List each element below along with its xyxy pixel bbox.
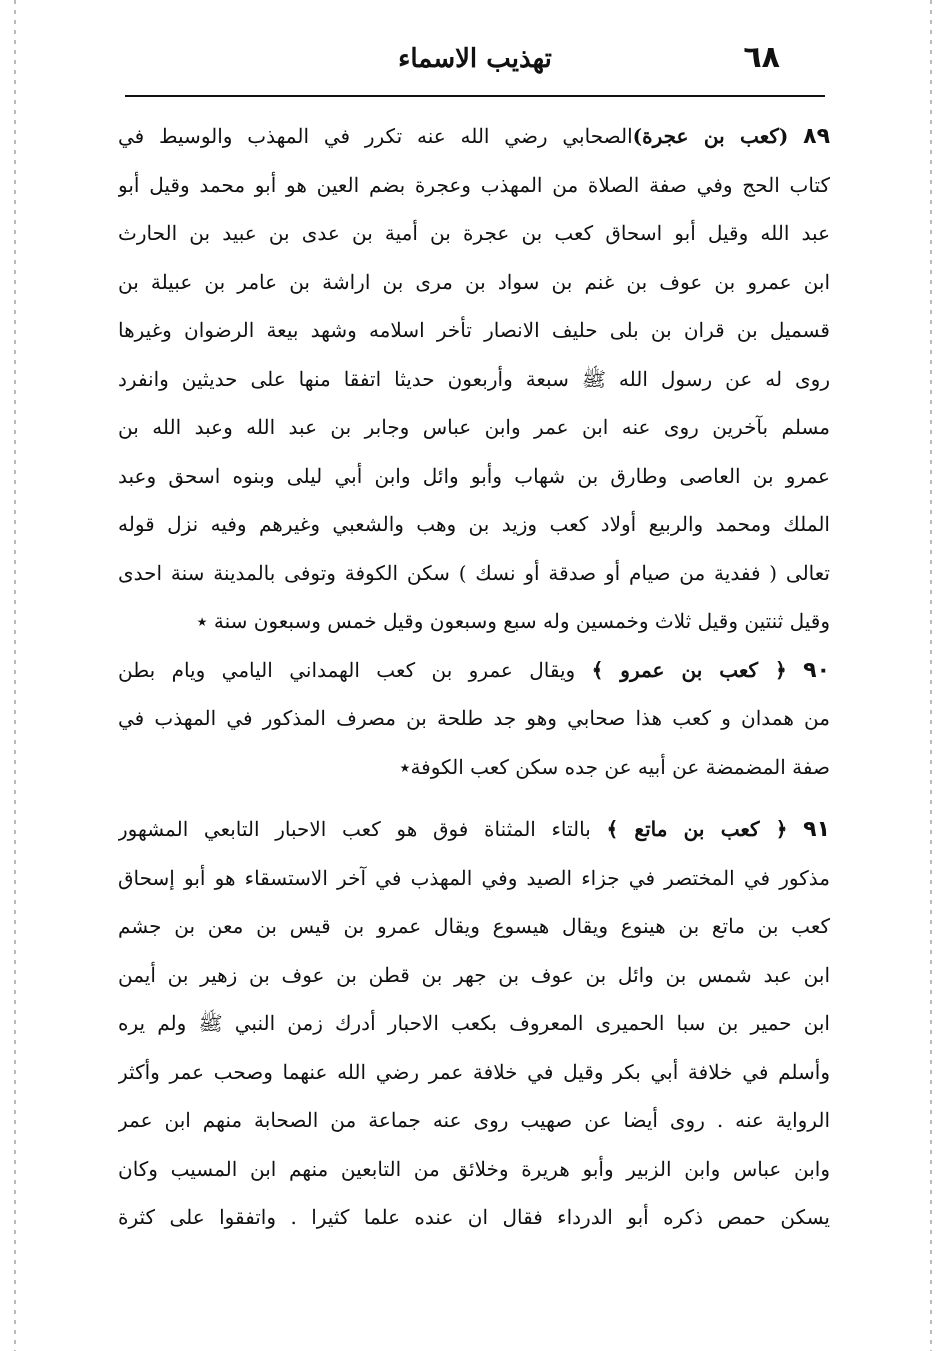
entry-number: ٩١ [803,817,830,842]
scan-margin-right [930,0,932,1351]
entry-number: ٨٩ [803,124,830,149]
text-line: صفة المضمضة عن أبيه عن جده سكن كعب الكوفة٭ [399,754,830,779]
text-line: الرواية عنه . روى أيضا عن صهيب روى عنه جماعة من الصحابة منهم ابن عمر [118,1108,830,1132]
text-line: ابن عمرو بن عوف بن غنم بن سواد بن مرى بن اراشة بن عامر بن عبيلة بن [118,269,830,294]
text-line: ابن عبد شمس بن وائل بن عوف بن جهر بن قطن بن عوف بن زهير بن أيمن [118,962,830,987]
text-line: ابن حمير بن سبا الحميرى المعروف بكعب الاحبار أدرك زمن النبي ﷺ ولم يره [118,1011,830,1035]
text-line: يسكن حمص ذكره أبو الدرداء فقال ان عنده علما كثيرا . واتفقوا على كثرة [118,1205,830,1229]
entry-number: ٩٠ [803,657,830,683]
text-line: وقيل ثنتين وقيل ثلاث وخمسين وله سبع وسبعون وقيل خمس وسبعون سنة ٭ [196,609,830,633]
header-rule [125,95,825,97]
paragraph-gap [118,791,830,805]
text-line: عمرو بن العاصى وطارق بن شهاب وأبو وائل وابن أبي ليلى وبنوه اسحق وعبد [118,463,830,488]
text-line: قسميل بن قران بن بلى حليف الانصار تأخر اسلامه وشهد بيعة الرضوان وغيرها [118,318,830,342]
page-header [130,40,820,90]
text-line: تعالى ( ففدية من صيام أو صدقة أو نسك ) سكن الكوفة وتوفى بالمدينة سنة احدى [118,560,830,585]
text-line: كتاب الحج وفي صفة الصلاة من المهذب وعجرة بضم العين هو أبو محمد وقيل أبو [118,172,830,197]
page-number: ٦٨ [743,40,780,75]
text-line [118,805,830,854]
text-line: عبد الله وقيل أبو اسحاق كعب بن عجرة بن أمية بن عدى بن عبيد بن الحارث [118,221,830,245]
text-line: وابن عباس وابن الزبير وأبو هريرة وخلائق من التابعين منهم ابن المسيب وكان [118,1156,830,1181]
text-line [118,646,830,695]
page-body [118,112,830,1242]
text-line: كعب بن ماتع بن هينوع ويقال هيسوع ويقال عمرو بن قيس بن معن بن جشم [118,914,830,938]
text-line: الملك ومحمد والربيع أولاد كعب وزيد بن وهب والشعبي وغيرهم وفيه نزل قوله [118,512,830,536]
entry-name: (كعب بن عجرة) [632,124,789,148]
line-text: الصحابي رضي الله عنه تكرر في المهذب والوسيط في [118,124,633,148]
running-title: تهذيب الاسماء [398,44,552,74]
text-line [118,112,830,161]
text-line: روى له عن رسول الله ﷺ سبعة وأربعون حديثا اتفقا منها على حديثين وانفرد [118,366,830,391]
line-text: ويقال عمرو بن كعب الهمداني اليامي ويام بطن [118,657,576,682]
text-line: وأسلم في خلافة أبي بكر وقيل في خلافة عمر رضي الله عنهما وصحب عمر وأكثر [118,1059,830,1084]
line-text: بالتاء المثناة فوق هو كعب الاحبار التابعي المشهور [118,817,591,841]
scan-margin-left [14,0,16,1351]
entry-name: ﴿ كعب بن عمرو ﴾ [591,657,787,682]
entry-name: ﴿ كعب بن ماتع ﴾ [606,817,788,841]
text-line: من همدان و كعب هذا صحابي وهو جد طلحة بن مصرف المذكور في المهذب في [118,706,830,730]
text-line: مذكور في المختصر في جزاء الصيد وفي المهذب في آخر الاستسقاء هو أبو إسحاق [118,865,830,890]
text-line: مسلم بآخرين روى عنه ابن عمر وابن عباس وجابر بن عبد الله وعبد الله بن [118,415,830,439]
